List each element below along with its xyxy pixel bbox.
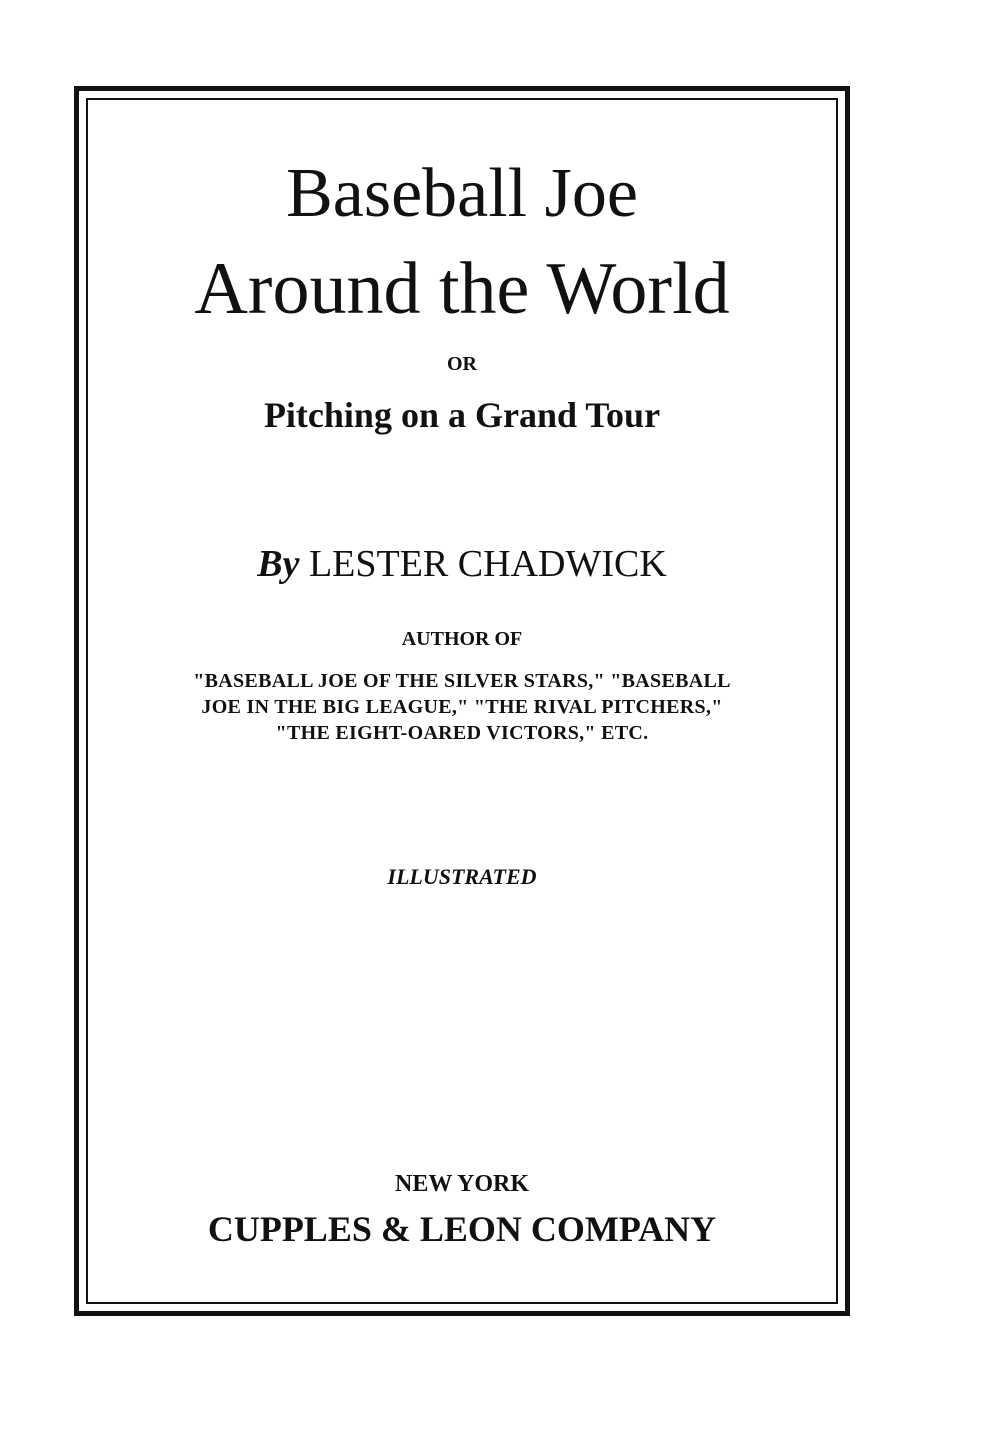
works-line-3: "THE EIGHT-OARED VICTORS," ETC. <box>275 722 649 744</box>
illustrated-label: ILLUSTRATED <box>387 864 537 889</box>
title-line-1: Baseball Joe <box>286 155 638 232</box>
other-works <box>86 668 838 746</box>
or-separator: OR <box>447 353 477 375</box>
works-line-1: "BASEBALL JOE OF THE SILVER STARS," "BASEBALL <box>193 670 731 692</box>
author-name: LESTER CHADWICK <box>308 543 667 585</box>
title-line-2: Around the World <box>194 248 730 330</box>
byline <box>86 540 838 588</box>
subtitle: Pitching on a Grand Tour <box>263 395 661 435</box>
works-line-2: JOE IN THE BIG LEAGUE," "THE RIVAL PITCHERS," <box>201 696 723 718</box>
by-label: By <box>257 543 300 585</box>
publisher-name: CUPPLES & LEON COMPANY <box>207 1209 717 1249</box>
publisher-city: NEW YORK <box>394 1171 529 1197</box>
author-of-label: AUTHOR OF <box>401 628 523 650</box>
